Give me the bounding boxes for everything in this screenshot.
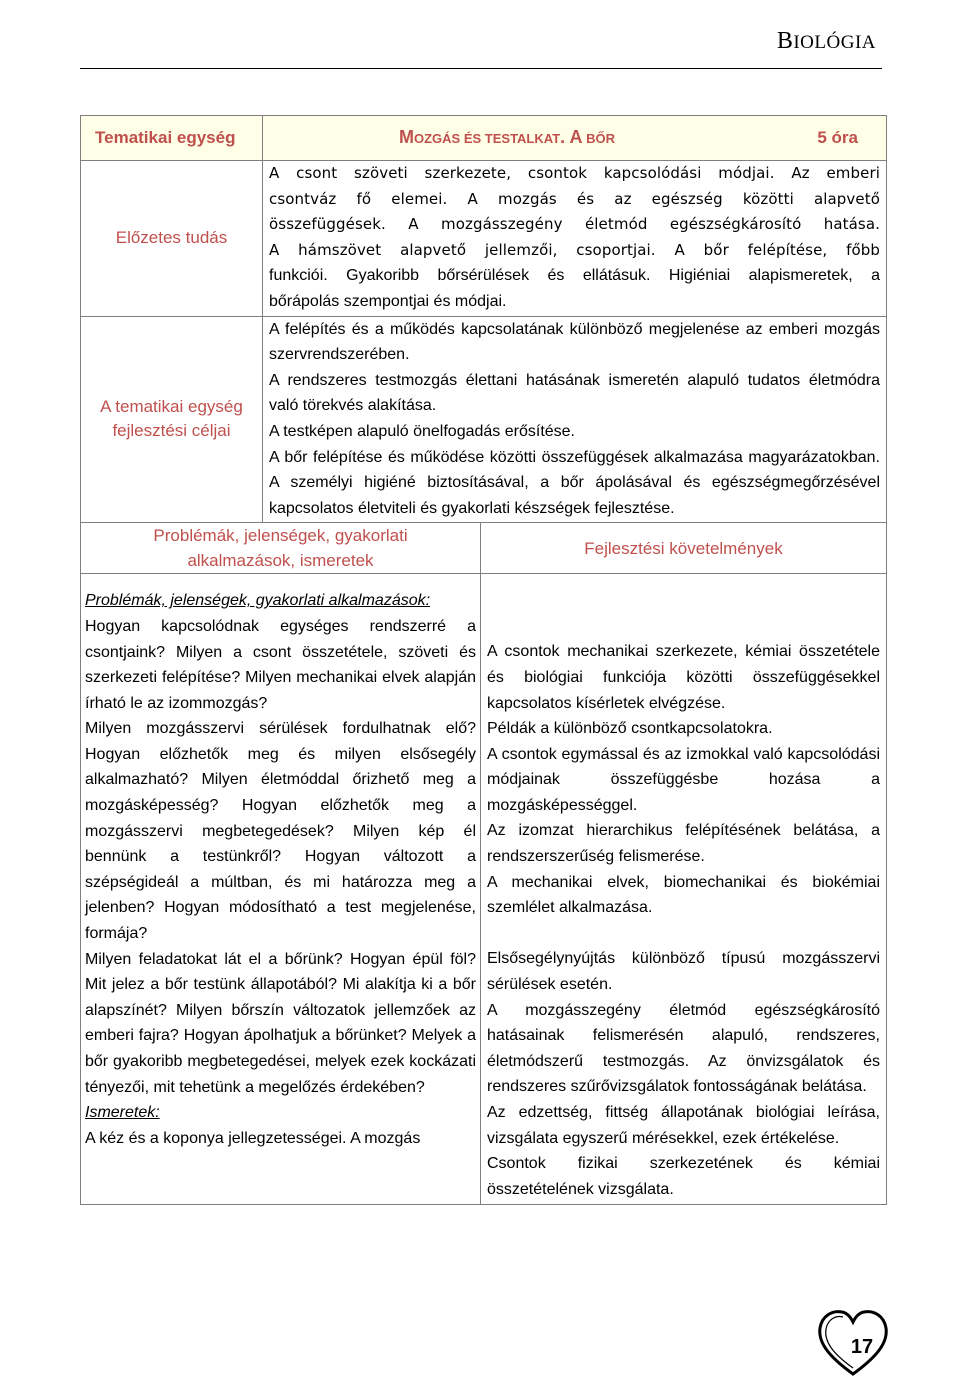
prior-line-4: A hámszövet alapvető jellemzői, csoportjai. A bőr felépítése, főbb bbox=[269, 240, 880, 259]
left-content-cell bbox=[81, 574, 481, 1205]
tema-title-cell bbox=[263, 116, 887, 161]
header-rule bbox=[80, 68, 882, 69]
col-left-head-1: Problémák, jelenségek, gyakorlati bbox=[153, 526, 408, 546]
col-left-head-2: alkalmazások, ismeretek bbox=[187, 551, 374, 571]
left-paragraph-1: Hogyan kapcsolódnak egységes rendszerré a csontjaink? Milyen a csont összetétele, szöveti és szerkezeti felépítése? Milyen mechanikai elvek alapján írható le az izommozgás? bbox=[85, 617, 476, 712]
table-row-title bbox=[81, 116, 887, 161]
prior-line-1: A csont szöveti szerkezete, csontok kapcsolódási módjai. Az emberi bbox=[269, 164, 880, 182]
right-paragraph-9: Csontok fizikai szerkezetének és kémiai összetételének vizsgálata. bbox=[487, 1155, 880, 1198]
right-paragraph-4: Az izomzat hierarchikus felépítésének belátása, a rendszerszerűség felismerése. bbox=[487, 822, 880, 866]
right-paragraph-8: Az edzettség, fittség állapotának biológiai leírása, vizsgálata egyszerű mérésekkel, ezek értékelése. bbox=[487, 1104, 880, 1147]
table-row-prior bbox=[81, 161, 887, 317]
prior-line-3: összefüggések. A mozgásszegény életmód egészségkárosító hatása. bbox=[269, 215, 880, 234]
curriculum-table bbox=[80, 115, 886, 1205]
left-heading: Problémák, jelenségek, gyakorlati alkalmazások: bbox=[85, 592, 431, 610]
tema-title-a1: M bbox=[399, 126, 414, 147]
prior-line-5: funkciói. Gyakoribb bőrsérülések és ellátásuk. Higiéniai alapismeretek, a bbox=[269, 267, 880, 285]
goals-paragraph-3: A testképen alapuló önelfogadás erősítése. bbox=[269, 422, 575, 440]
col-left-head bbox=[81, 523, 481, 574]
goals-paragraph-4: A bőr felépítése és működése közötti összefüggések alkalmazása magyarázatokban. A személyi higiéné biztosításával, a bőr ápolásával és egészségmegőrzésével kapcsolatos életviteli és gyakorlati készségek fejlesztése. bbox=[269, 448, 880, 517]
right-paragraph-5: A mechanikai elvek, biomechanikai és biokémiai szemlélet alkalmazása. bbox=[487, 873, 880, 917]
left-heading-2: Ismeretek: bbox=[85, 1104, 160, 1122]
right-paragraph-2: Példák a különböző csontkapcsolatokra. bbox=[487, 720, 773, 738]
goals-paragraph-1: A felépítés és a működés kapcsolatának különböző megjelenése az emberi mozgás szervrendszerében. bbox=[269, 320, 880, 364]
running-header bbox=[777, 28, 876, 55]
right-content-cell bbox=[481, 574, 887, 1205]
goals-label-2: fejlesztési céljai bbox=[112, 421, 231, 441]
prior-line-6: bőrápolás szempontjai és módjai. bbox=[269, 292, 507, 310]
tema-title-a2: OZGÁS ÉS TESTALKAT bbox=[414, 130, 561, 146]
tema-label: Tematikai egység bbox=[81, 116, 263, 161]
table-row-content bbox=[81, 574, 887, 1205]
prior-label: Előzetes tudás bbox=[81, 161, 263, 317]
table-row-goals bbox=[81, 316, 887, 523]
left-paragraph-4: A kéz és a koponya jellegzetességei. A mozgás bbox=[85, 1129, 421, 1147]
right-paragraph-6: Elsősegélynyújtás különböző típusú mozgásszervi sérülések esetén. bbox=[487, 950, 880, 994]
right-paragraph-7: A mozgásszegény életmód egészségkárosító hatásainak felismerésén alapuló, rendszeres, életmódszerű testmozgás. Az önvizsgálatok és rendszeres szűrővizsgálatok fontosságának belátása. bbox=[487, 1001, 880, 1096]
goals-text-cell bbox=[263, 316, 887, 523]
prior-line-2: csontváz fő elemei. A mozgás és az egészség közötti alapvető bbox=[269, 189, 880, 208]
left-paragraph-2: Milyen mozgásszervi sérülések fordulhatnak elő? Hogyan előzhetők meg és milyen elsősegély alkalmazható? Milyen életmóddal őrizhető meg a mozgásképesség? Hogyan előzhetők meg a mozgásszervi megbetegedések? Milyen kép él bennünk a testünkről? Hogyan változott a szépségideál a múltban, és mi határozza meg a jelenben? Hogyan módosítható a test megjelenése, formája? bbox=[85, 720, 476, 943]
page-number: 17 bbox=[850, 1336, 874, 1358]
goals-paragraph-2: A rendszeres testmozgás élettani hatásának ismeretén alapuló tudatos életmódra való törekvés alakítása. bbox=[269, 371, 880, 415]
prior-text-cell bbox=[263, 161, 887, 317]
goals-label-1: A tematikai egység bbox=[100, 397, 243, 417]
header-initial: B bbox=[776, 28, 794, 54]
tema-title-b2: BŐR bbox=[582, 130, 615, 146]
right-paragraph-1: A csontok mechanikai szerkezete, kémiai összetétele és biológiai funkciója közötti összefüggésekkel kapcsolatos kísérletek elvégzése. bbox=[487, 643, 880, 712]
hours: 5 óra bbox=[817, 127, 858, 147]
table-row-column-heads bbox=[81, 523, 887, 574]
col-right-head: Fejlesztési követelmények bbox=[481, 523, 887, 574]
left-paragraph-3: Milyen feladatokat lát el a bőrünk? Hogyan épül föl? Mit jelez a bőr testünk állapotából? Mi alakítja ki a bőr alapszínét? Milyen bőrszín változatok jellemzőek az emberi fajra? Hogyan ápolhatjuk a bőrünket? Melyek a bőr gyakoribb megbetegedései, melyek ezek kockázati tényezői, mit tehetünk a megelőzés érdekében? bbox=[85, 950, 476, 1096]
tema-title-b1: . A bbox=[560, 126, 583, 147]
header-rest: IOLÓGIA bbox=[793, 32, 876, 53]
goals-label-cell bbox=[81, 316, 263, 523]
right-paragraph-3: A csontok egymással és az izmokkal való kapcsolódási módjainak összefüggésbe hozása a mozgásképességgel. bbox=[487, 745, 880, 814]
right-spacer bbox=[487, 921, 880, 947]
